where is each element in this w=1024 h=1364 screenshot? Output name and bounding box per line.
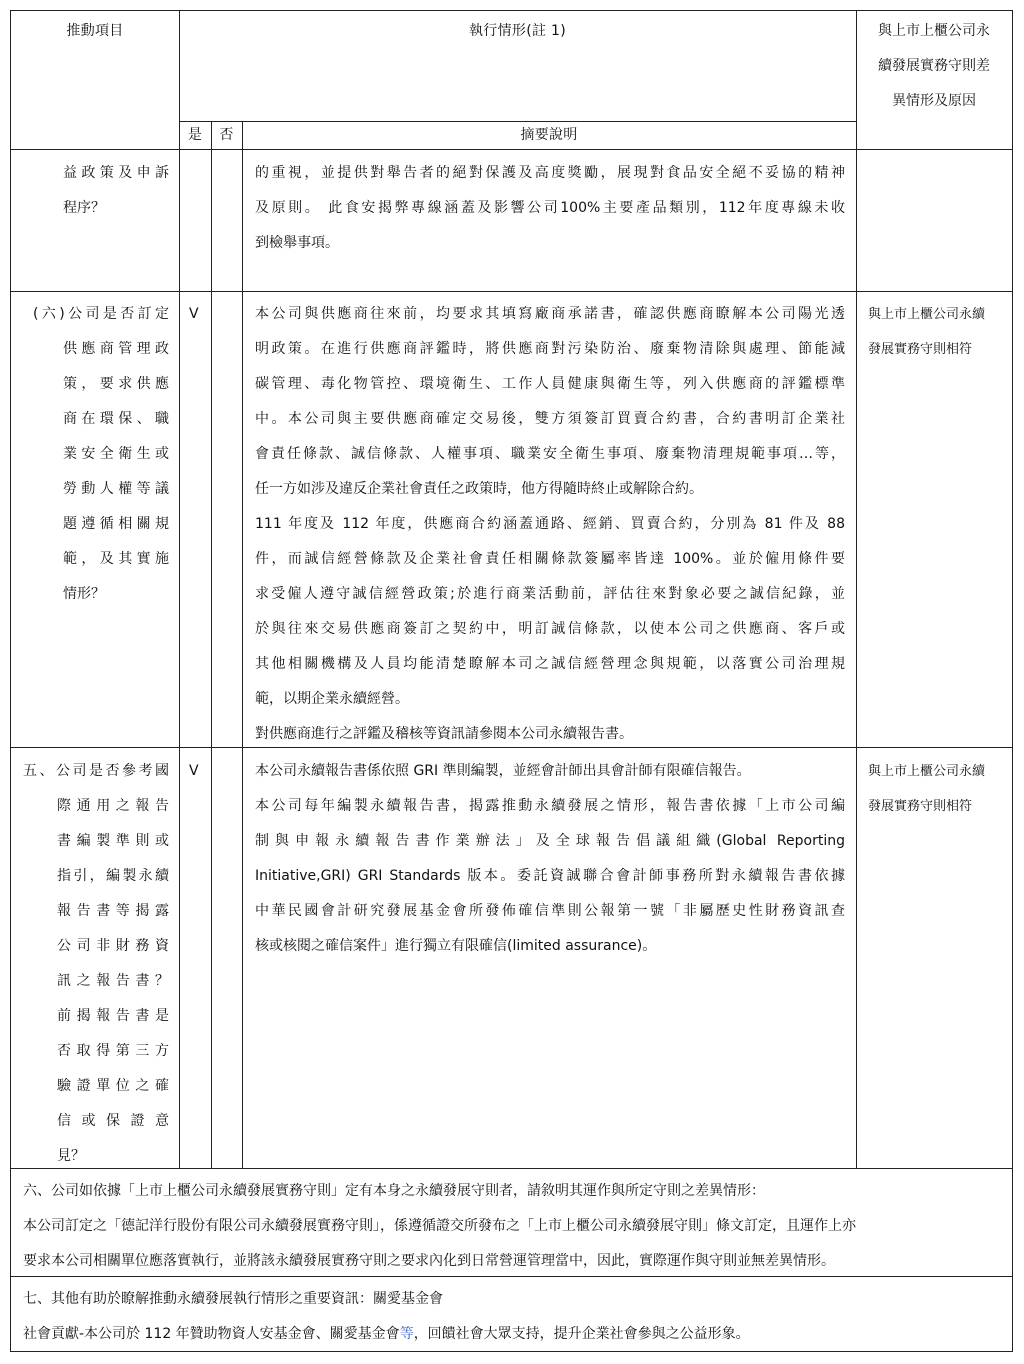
row1-bottom-line [11,291,1012,292]
summary-line: 本公司每年編製永續報告書，揭露推動永續發展之情形，報告書依據「上市公司編 [255,798,845,814]
header-exec: 執行情形(註 1) [469,23,566,39]
item-line: 範，及其實施 [63,551,169,567]
row2-yes-mark: V [189,306,199,322]
col-divider-yes [211,121,212,1168]
summary-line: 到檢舉事項。 [255,235,339,251]
summary-line: 範，以期企業永續經營。 [255,691,409,707]
item-line: (六)公司是否訂定 [33,306,169,322]
item-line: 策，要求供應 [63,376,169,392]
summary-line: 本公司與供應商往來前，均要求其填寫廠商承諾書，確認供應商瞭解本公司陽光透 [255,306,845,322]
row4-line: 本公司訂定之「德記洋行股份有限公司永續發展實務守則」，係遵循證交所發布之「上市上櫃公司永續發展守則」條文訂定，且運作上亦 [23,1218,856,1234]
row5-line [23,1317,1003,1352]
diff-line: 發展實務守則相符 [868,799,973,814]
header-item: 推動項目 [66,23,124,39]
diff-line: 與上市上櫃公司永續 [868,764,986,779]
header-summary: 摘要說明 [520,127,578,143]
summary-line: 對供應商進行之評鑑及稽核等資訊請參閱本公司永續報告書。 [255,726,633,742]
row1-summary [255,156,845,261]
summary-line: 及原則。 此食安揭弊專線涵蓋及影響公司100%主要產品類別，112年度專線未收 [255,200,845,216]
row3-item-cont [57,789,169,1174]
item-line: 題遵循相關規 [63,516,169,532]
header-diff [856,14,1012,119]
summary-line: 任一方如涉及違反企業社會責任之政策時，他方得隨時終止或解除合約。 [255,481,703,497]
summary-line: 核或核閱之確信案件」進行獨立有限確信(limited assurance)。 [255,938,657,954]
item-line: 程序？ [63,200,105,216]
item-line: 際通用之報告 [57,798,169,814]
item-line: 信或保證意 [57,1113,169,1129]
header-yes: 是 [187,127,203,143]
summary-line: 其他相關機構及人員均能清楚瞭解本司之誠信經營理念與規範，以落實公司治理規 [255,656,845,672]
item-line: 供應商管理政 [63,341,169,357]
item-line: 報告書等揭露 [57,903,169,919]
row4-line: 要求本公司相關單位應落實執行，並將該永續發展實務守則之要求內化到日常營運管理當中，因此，實際運作與守則並無差異情形。 [23,1253,835,1269]
summary-line: 本公司永續報告書係依照 GRI 準則編製，並經會計師出具會計師有限確信報告。 [255,763,751,779]
item-line: 情形？ [63,586,105,602]
item-line: 驗證單位之確 [57,1078,169,1094]
header-no: 否 [219,127,234,143]
row4-text [23,1174,1003,1279]
item-line: 公司非財務資 [57,938,169,954]
item-line: 訊之報告書？ [57,973,169,989]
item-line: 指引，編製永續 [57,868,169,884]
item-line: 見？ [57,1148,85,1164]
col-divider-diff [856,11,857,1168]
summary-line: 中華民國會計研究發展基金會所發佈確信準則公報第一號「非屬歷史性財務資訊查 [255,903,845,919]
row3-diff [868,754,1008,824]
row2-item-cont [63,332,169,612]
summary-line: 中。本公司與主要供應商確定交易後，雙方須簽訂買賣合約書，合約書明訂企業社 [255,411,845,427]
item-line: 五、公司是否參考國 [23,763,169,779]
row4-line: 六、公司如依據「上市上櫃公司永續發展實務守則」定有本身之永續發展守則者，請敘明其運作與所定守則之差異情形： [23,1183,765,1199]
diff-line: 與上市上櫃公司永續 [868,307,986,322]
summary-line: 於與往來交易供應商簽訂之契約中，明訂誠信條款，以使本公司之供應商、客戶或 [255,621,845,637]
row5-text [23,1282,1003,1352]
row1-item [63,156,169,226]
item-line: 否取得第三方 [57,1043,169,1059]
row2-diff [868,297,1008,367]
header-diff-line: 與上市上櫃公司永 [878,23,990,39]
summary-line: 111 年度及 112 年度，供應商合約涵蓋通路、經銷、買賣合約，分別為 81 件及 88 [255,516,845,532]
summary-line: 會責任條款、誠信條款、人權事項、職業安全衛生事項、廢棄物清理規範事項…等， [255,446,845,462]
item-line: 前揭報告書是 [57,1008,169,1024]
governance-table [10,10,1013,1352]
summary-line: 碳管理、毒化物管控、環境衛生、工作人員健康與衛生等，列入供應商的評鑑標準 [255,376,845,392]
col-divider-item [179,11,180,1168]
row2-item [33,297,169,332]
row3-summary [255,754,845,964]
row5-highlight: 等 [399,1326,414,1342]
summary-line: 求受僱人遵守誠信經營政策;於進行商業活動前，評估往來對象必要之誠信紀錄，並 [255,586,845,602]
row5-line: 七、其他有助於瞭解推動永續發展執行情形之重要資訊：關愛基金會 [23,1291,443,1307]
row2-summary [255,297,845,752]
row5-line-part: 社會貢獻-本公司於 112 年贊助物資人安基金會、關愛基金會 [23,1326,400,1342]
row3-item [23,754,169,789]
row3-yes-mark: V [189,763,199,779]
summary-line: 明政策。在進行供應商評鑑時，將供應商對污染防治、廢棄物清除與處理、節能減 [255,341,845,357]
header-diff-line: 異情形及原因 [892,93,976,109]
summary-line: 件，而誠信經營條款及企業社會責任相關條款簽屬率皆達 100%。並於僱用條件要 [255,551,845,567]
item-line: 書編製準則或 [57,833,169,849]
diff-line: 發展實務守則相符 [868,342,973,357]
summary-line: 的重視，並提供對舉告者的絕對保護及高度獎勵，展現對食品安全絕不妥協的精神 [255,165,845,181]
summary-line: Initiative,GRI) GRI Standards 版本。委託資誠聯合會計師事務所對永續報告書依據 [255,868,845,884]
summary-line: 制與申報永續報告書作業辦法」及全球報告倡議組織(Global Reporting [255,833,845,849]
col-divider-no [242,121,243,1168]
header-diff-line: 續發展實務守則差 [878,58,990,74]
item-line: 益政策及申訴 [63,165,169,181]
item-line: 業安全衛生或 [63,446,169,462]
row5-line-part: ，回饋社會大眾支持，提升企業社會參與之公益形象。 [413,1326,750,1342]
item-line: 商在環保、職 [63,411,169,427]
item-line: 勞動人權等議 [63,481,169,497]
